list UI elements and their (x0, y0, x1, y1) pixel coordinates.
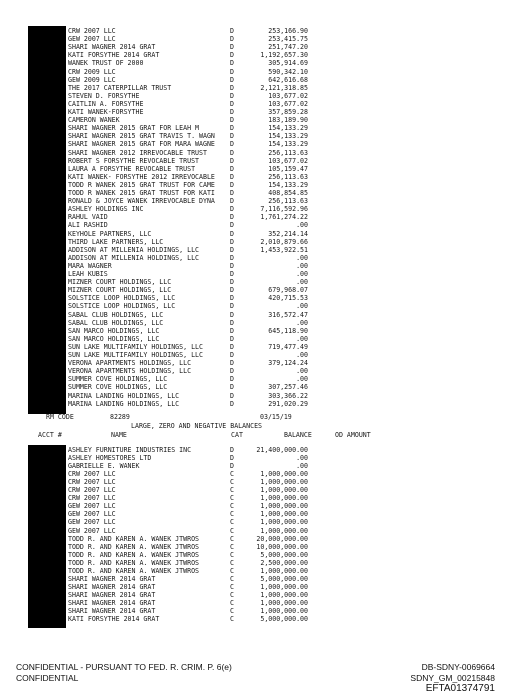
row-balance: 21,400,000.00 (256, 446, 308, 454)
row-category: D (230, 213, 234, 222)
row-category: C (230, 582, 234, 591)
row-category: D (230, 156, 234, 165)
row-category: D (230, 205, 234, 214)
row-category: D (230, 197, 234, 206)
row-category: C (230, 607, 234, 615)
row-balance: 1,000,000.00 (260, 566, 308, 575)
row-category: D (230, 318, 234, 327)
row-name: SUN LAKE MULTIFAMILY HOLDINGS, LLC (68, 342, 203, 351)
row-category: C (230, 558, 234, 567)
table-row (0, 367, 512, 375)
row-balance: 183,189.90 (268, 116, 308, 125)
bates-number-sdny: SDNY_GM_00215848 (410, 673, 495, 683)
row-name: VERONA APARTMENTS HOLDINGS, LLC (68, 359, 192, 368)
table-row (0, 286, 512, 294)
row-name: SHARI WAGNER 2012 IRREVOCABLE TRUST (68, 148, 207, 157)
row-name: VERONA APARTMENTS HOLDINGS, LLC (68, 367, 192, 376)
row-name: TODD R. AND KAREN A. WANEK JTWROS (68, 566, 200, 575)
table-row (0, 615, 512, 623)
rm-code-value: 82289 (110, 413, 130, 421)
row-name: CRW 2007 LLC (68, 27, 116, 35)
row-balance: 719,477.49 (268, 342, 308, 351)
row-name: TODD R. AND KAREN A. WANEK JTWROS (68, 550, 200, 559)
table-row (0, 213, 512, 221)
row-balance: .00 (296, 302, 308, 311)
table-row (0, 173, 512, 181)
row-balance: .00 (296, 351, 308, 359)
row-category: C (230, 542, 234, 551)
row-balance: 256,113.63 (268, 148, 308, 157)
row-name: ROBERT S FORSYTHE REVOCABLE TRUST (68, 156, 200, 165)
row-name: SUMMER COVE HOLDINGS, LLC (68, 375, 168, 384)
row-balance: 103,677.02 (268, 99, 308, 108)
row-name: SUN LAKE MULTIFAMILY HOLDINGS, LLC (68, 351, 203, 359)
row-name: GEW 2009 LLC (68, 75, 116, 84)
row-name: LEAH KUBIS (68, 270, 108, 278)
table-row (0, 76, 512, 84)
row-category: D (230, 367, 234, 376)
row-name: MIZNER COURT HOLDINGS, LLC (68, 286, 172, 295)
row-category: C (230, 526, 234, 535)
row-name: GABRIELLE E. WANEK (68, 462, 140, 471)
table-row (0, 124, 512, 132)
row-category: C (230, 598, 234, 607)
row-balance: 305,914.69 (268, 59, 308, 68)
table-row (0, 359, 512, 367)
row-balance: 154,133.29 (268, 132, 308, 141)
table-row (0, 221, 512, 229)
row-balance: .00 (296, 278, 308, 287)
row-name: SABAL CLUB HOLDINGS, LLC (68, 310, 164, 319)
row-balance: .00 (296, 367, 308, 376)
row-balance: 352,214.14 (268, 229, 308, 238)
table-row (0, 462, 512, 470)
row-balance: 408,854.85 (268, 189, 308, 197)
table-row (0, 205, 512, 213)
row-name: CRW 2007 LLC (68, 470, 116, 479)
row-balance: .00 (296, 334, 308, 343)
table-row (0, 551, 512, 559)
row-balance: 1,000,000.00 (260, 518, 308, 527)
table-row (0, 181, 512, 189)
confidential-label: CONFIDENTIAL (16, 673, 79, 683)
row-category: D (230, 375, 234, 384)
row-name: THIRD LAKE PARTNERS, LLC (68, 237, 164, 246)
row-category: D (230, 189, 234, 197)
row-category: D (230, 132, 234, 141)
row-name: GEW 2007 LLC (68, 518, 116, 527)
row-balance: 1,192,657.30 (260, 51, 308, 60)
table-row (0, 327, 512, 335)
row-category: D (230, 43, 234, 52)
row-category: D (230, 446, 234, 454)
row-balance: 679,968.07 (268, 286, 308, 295)
row-name: SHARI WAGNER 2014 GRAT (68, 598, 156, 607)
row-balance: 1,000,000.00 (260, 478, 308, 487)
table-row (0, 607, 512, 615)
row-category: D (230, 351, 234, 359)
row-balance: 1,000,000.00 (260, 582, 308, 591)
row-name: SAN MARCO HOLDINGS, LLC (68, 334, 160, 343)
table-row (0, 311, 512, 319)
row-category: D (230, 462, 234, 471)
row-balance: 316,572.47 (268, 310, 308, 319)
confidential-notice: CONFIDENTIAL - PURSUANT TO FED. R. CRIM. P. 6(e) (16, 662, 232, 672)
row-category: D (230, 326, 234, 335)
table-row (0, 294, 512, 302)
row-category: D (230, 229, 234, 238)
row-category: D (230, 294, 234, 303)
row-name: ASHLEY FURNITURE INDUSTRIES INC (68, 446, 192, 454)
table-row (0, 84, 512, 92)
table-row (0, 27, 512, 35)
row-balance: 590,342.10 (268, 67, 308, 76)
row-balance: 303,366.22 (268, 391, 308, 400)
row-balance: 253,166.90 (268, 27, 308, 35)
row-category: C (230, 510, 234, 519)
row-name: KATI FORSYTHE 2014 GRAT (68, 51, 160, 60)
row-name: CAMERON WANEK (68, 116, 120, 125)
row-category: C (230, 518, 234, 527)
bates-number-efta: EFTA01374791 (425, 683, 495, 694)
row-category: D (230, 124, 234, 133)
table-row (0, 478, 512, 486)
row-balance: .00 (296, 270, 308, 278)
row-balance: 420,715.53 (268, 294, 308, 303)
row-name: CAITLIN A. FORSYTHE (68, 99, 144, 108)
row-balance: 1,000,000.00 (260, 526, 308, 535)
row-name: STEVEN D. FORSYTHE (68, 91, 140, 100)
row-name: SHARI WAGNER 2015 GRAT FOR LEAH M (68, 124, 200, 133)
row-category: C (230, 574, 234, 583)
row-balance: .00 (296, 221, 308, 230)
row-name: SHARI WAGNER 2015 GRAT TRAVIS T. WAGN (68, 132, 215, 141)
row-balance: 379,124.24 (268, 359, 308, 368)
row-name: SHARI WAGNER 2014 GRAT (68, 590, 156, 599)
row-name: ALI RASHID (68, 221, 108, 230)
row-name: KATI WANEK-FORSYTHE (68, 108, 144, 116)
table-row (0, 319, 512, 327)
table-row (0, 68, 512, 76)
row-balance: 2,010,879.66 (260, 237, 308, 246)
table-row (0, 132, 512, 140)
row-name: SHARI WAGNER 2014 GRAT (68, 43, 156, 52)
bates-number-db: DB-SDNY-0069664 (421, 662, 495, 672)
row-balance: .00 (296, 261, 308, 270)
table-row (0, 383, 512, 391)
row-name: CRW 2007 LLC (68, 478, 116, 487)
table-row (0, 335, 512, 343)
table-row (0, 583, 512, 591)
table-row (0, 116, 512, 124)
table-row (0, 140, 512, 148)
row-category: D (230, 237, 234, 246)
row-name: GEW 2007 LLC (68, 502, 116, 511)
column-header-acct: ACCT # (38, 431, 62, 439)
table-row (0, 262, 512, 270)
table-row (0, 238, 512, 246)
row-category: D (230, 75, 234, 84)
table-row (0, 35, 512, 43)
report-date: 03/15/19 (260, 413, 292, 421)
table-row (0, 92, 512, 100)
row-name: MIZNER COURT HOLDINGS, LLC (68, 278, 172, 287)
table-row (0, 446, 512, 454)
row-balance: 2,121,318.85 (260, 83, 308, 92)
row-balance: 1,000,000.00 (260, 486, 308, 495)
row-category: D (230, 99, 234, 108)
row-balance: 645,118.90 (268, 326, 308, 335)
row-name: SOLSTICE LOOP HOLDINGS, LLC (68, 302, 176, 311)
row-category: D (230, 383, 234, 392)
table-row (0, 518, 512, 526)
row-category: D (230, 359, 234, 368)
row-category: D (230, 67, 234, 76)
table-row (0, 149, 512, 157)
row-name: TODD R WANEK 2015 GRAT TRUST FOR KATI (68, 189, 215, 197)
row-name: SHARI WAGNER 2014 GRAT (68, 582, 156, 591)
row-category: D (230, 35, 234, 44)
row-balance: 251,747.20 (268, 43, 308, 52)
row-category: D (230, 261, 234, 270)
row-name: ADDISON AT MILLENIA HOLDINGS, LLC (68, 245, 200, 254)
table-row (0, 254, 512, 262)
row-balance: 154,133.29 (268, 124, 308, 133)
table-row (0, 454, 512, 462)
row-balance: 253,415.75 (268, 35, 308, 44)
row-category: D (230, 270, 234, 278)
row-balance: 1,000,000.00 (260, 510, 308, 519)
row-name: CRW 2009 LLC (68, 67, 116, 76)
row-name: MARINA LANDING HOLDINGS, LLC (68, 399, 180, 408)
row-name: RONALD & JOYCE WANEK IRREVOCABLE DYNA (68, 197, 215, 206)
row-category: D (230, 454, 234, 463)
table-row (0, 486, 512, 494)
row-balance: 154,133.29 (268, 180, 308, 189)
table-row (0, 392, 512, 400)
row-balance: 307,257.46 (268, 383, 308, 392)
row-name: RAHUL VAID (68, 213, 108, 222)
row-category: C (230, 478, 234, 487)
table-row (0, 567, 512, 575)
row-name: TODD R. AND KAREN A. WANEK JTWROS (68, 558, 200, 567)
row-category: D (230, 140, 234, 149)
row-name: GEW 2007 LLC (68, 526, 116, 535)
table-row (0, 165, 512, 173)
row-balance: 642,616.68 (268, 75, 308, 84)
table-row (0, 100, 512, 108)
row-name: SOLSTICE LOOP HOLDINGS, LLC (68, 294, 176, 303)
row-category: D (230, 399, 234, 408)
row-category: D (230, 253, 234, 262)
row-name: KATI WANEK- FORSYTHE 2012 IRREVOCABLE (68, 172, 215, 181)
row-category: C (230, 486, 234, 495)
row-balance: 291,020.29 (268, 399, 308, 408)
row-balance: .00 (296, 253, 308, 262)
table-row (0, 51, 512, 59)
row-name: GEW 2007 LLC (68, 510, 116, 519)
table-row (0, 535, 512, 543)
rm-code-label: RM CODE (46, 413, 74, 421)
row-category: D (230, 342, 234, 351)
row-category: C (230, 550, 234, 559)
row-name: SAN MARCO HOLDINGS, LLC (68, 326, 160, 335)
table-row (0, 375, 512, 383)
table-row (0, 470, 512, 478)
row-balance: 1,453,922.51 (260, 245, 308, 254)
table-row (0, 527, 512, 535)
row-category: D (230, 116, 234, 125)
row-category: D (230, 172, 234, 181)
row-category: D (230, 245, 234, 254)
table-row (0, 559, 512, 567)
row-name: SHARI WAGNER 2014 GRAT (68, 607, 156, 615)
row-category: D (230, 59, 234, 68)
row-category: D (230, 391, 234, 400)
row-category: D (230, 286, 234, 295)
row-balance: 1,000,000.00 (260, 470, 308, 479)
row-name: SHARI WAGNER 2014 GRAT (68, 574, 156, 583)
row-balance: 256,113.63 (268, 172, 308, 181)
table-row (0, 591, 512, 599)
row-category: D (230, 83, 234, 92)
row-balance: 1,000,000.00 (260, 598, 308, 607)
table-row (0, 502, 512, 510)
column-header-balance: BALANCE (284, 431, 312, 439)
row-balance: .00 (296, 318, 308, 327)
row-category: D (230, 221, 234, 230)
row-balance: 1,000,000.00 (260, 590, 308, 599)
row-name: CRW 2007 LLC (68, 494, 116, 503)
row-balance: 103,677.02 (268, 156, 308, 165)
row-balance: 5,000,000.00 (260, 550, 308, 559)
row-category: D (230, 310, 234, 319)
table-row (0, 59, 512, 67)
row-balance: 2,500,000.00 (260, 558, 308, 567)
row-category: C (230, 590, 234, 599)
row-name: CRW 2007 LLC (68, 486, 116, 495)
row-category: D (230, 51, 234, 60)
row-balance: 1,000,000.00 (260, 502, 308, 511)
row-name: TODD R WANEK 2015 GRAT TRUST FOR CAME (68, 180, 215, 189)
table-row (0, 108, 512, 116)
row-category: C (230, 534, 234, 543)
row-category: D (230, 148, 234, 157)
row-category: C (230, 502, 234, 511)
table-row (0, 351, 512, 359)
row-category: D (230, 180, 234, 189)
table-row (0, 599, 512, 607)
row-name: ASHLEY HOLDINGS INC (68, 205, 144, 214)
row-category: D (230, 302, 234, 311)
table-row (0, 197, 512, 205)
row-balance: 357,859.28 (268, 108, 308, 116)
row-category: C (230, 615, 234, 624)
table-row (0, 246, 512, 254)
row-name: ASHLEY HOMESTORES LTD (68, 454, 152, 463)
row-name: GEW 2007 LLC (68, 35, 116, 44)
row-category: C (230, 494, 234, 503)
row-category: D (230, 108, 234, 116)
row-balance: 256,113.63 (268, 197, 308, 206)
table-row (0, 189, 512, 197)
row-name: MARA WAGNER (68, 261, 112, 270)
row-balance: 7,116,592.96 (260, 205, 308, 214)
row-category: D (230, 27, 234, 35)
row-name: THE 2017 CATERPILLAR TRUST (68, 83, 172, 92)
row-balance: .00 (296, 375, 308, 384)
column-header-cat: CAT (231, 431, 243, 439)
table-row (0, 230, 512, 238)
row-name: KEYHOLE PARTNERS, LLC (68, 229, 152, 238)
row-balance: .00 (296, 454, 308, 463)
row-name: MARINA LANDING HOLDINGS, LLC (68, 391, 180, 400)
table-row (0, 302, 512, 310)
row-name: SABAL CLUB HOLDINGS, LLC (68, 318, 164, 327)
row-balance: 1,000,000.00 (260, 607, 308, 615)
row-category: D (230, 278, 234, 287)
row-name: LAURA A FORSYTHE REVOCABLE TRUST (68, 164, 196, 173)
row-name: TODD R. AND KAREN A. WANEK JTWROS (68, 534, 200, 543)
table-row (0, 400, 512, 408)
row-name: WANEK TRUST OF 2000 (68, 59, 144, 68)
row-name: TODD R. AND KAREN A. WANEK JTWROS (68, 542, 200, 551)
row-name: KATI FORSYTHE 2014 GRAT (68, 615, 160, 624)
row-category: D (230, 164, 234, 173)
row-name: ADDISON AT MILLENIA HOLDINGS, LLC (68, 253, 200, 262)
row-category: D (230, 91, 234, 100)
row-category: D (230, 334, 234, 343)
row-balance: 10,000,000.00 (256, 542, 308, 551)
row-name: SUMMER COVE HOLDINGS, LLC (68, 383, 168, 392)
row-balance: .00 (296, 462, 308, 471)
row-balance: 154,133.29 (268, 140, 308, 149)
row-name: SHARI WAGNER 2015 GRAT FOR MARA WAGNE (68, 140, 215, 149)
table-row (0, 510, 512, 518)
table-row (0, 43, 512, 51)
table-row (0, 157, 512, 165)
row-balance: 1,761,274.22 (260, 213, 308, 222)
column-header-name: NAME (111, 431, 127, 439)
table-row (0, 270, 512, 278)
table-row (0, 494, 512, 502)
row-category: C (230, 566, 234, 575)
table-row (0, 278, 512, 286)
table-row (0, 543, 512, 551)
table-row (0, 343, 512, 351)
row-balance: 5,000,000.00 (260, 615, 308, 624)
row-balance: 105,159.47 (268, 164, 308, 173)
row-balance: 103,677.02 (268, 91, 308, 100)
row-balance: 1,000,000.00 (260, 494, 308, 503)
table-row (0, 575, 512, 583)
row-balance: 20,000,000.00 (256, 534, 308, 543)
row-balance: 5,000,000.00 (260, 574, 308, 583)
report-title: LARGE, ZERO AND NEGATIVE BALANCES (131, 422, 263, 430)
column-header-od-amount: OD AMOUNT (335, 431, 371, 439)
row-category: C (230, 470, 234, 479)
